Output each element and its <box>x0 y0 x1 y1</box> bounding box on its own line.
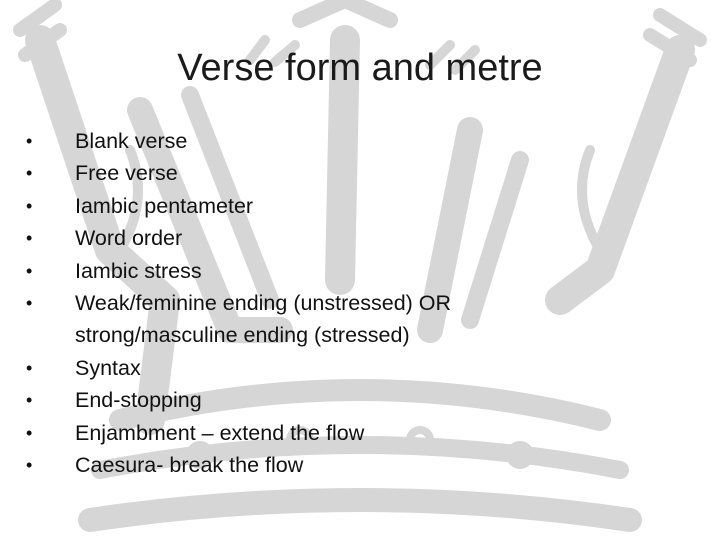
bullet-icon: • <box>26 260 33 281</box>
bullet-icon: • <box>26 357 33 378</box>
bullet-icon: • <box>26 455 33 476</box>
bullet-icon: • <box>26 131 33 151</box>
bullet-text-line-2: strong/masculine ending (stressed) <box>75 323 410 348</box>
list-item <box>24 255 584 287</box>
bullet-text: Iambic pentameter <box>75 193 254 218</box>
list-item <box>24 157 584 189</box>
bullet-text: Caesura- break the flow <box>75 453 304 478</box>
bullet-icon: • <box>26 195 33 216</box>
list-item <box>24 287 584 352</box>
list-item <box>24 190 584 222</box>
list-item <box>24 222 584 254</box>
list-item <box>24 449 584 481</box>
bullet-text: Free verse <box>75 161 178 186</box>
bullet-icon: • <box>26 163 33 184</box>
bullet-icon: • <box>26 422 33 443</box>
bullet-text: End-stopping <box>75 388 202 413</box>
list-item <box>24 125 584 157</box>
bullet-text: Iambic stress <box>75 258 202 283</box>
slide-title: Verse form and metre <box>177 47 543 89</box>
list-item <box>24 384 584 416</box>
bullet-text: Enjambment – extend the flow <box>75 420 365 445</box>
list-item <box>24 417 584 449</box>
bullet-text: Blank verse <box>75 129 188 153</box>
bullet-text-line-1: Weak/feminine ending (unstressed) OR <box>75 291 452 316</box>
bullet-icon: • <box>26 293 33 314</box>
list-item <box>24 352 584 384</box>
bullet-icon: • <box>26 390 33 411</box>
bullet-text: Word order <box>75 226 183 251</box>
bullet-list <box>24 125 584 481</box>
bullet-text: Syntax <box>75 355 141 380</box>
bullet-icon: • <box>26 228 33 249</box>
